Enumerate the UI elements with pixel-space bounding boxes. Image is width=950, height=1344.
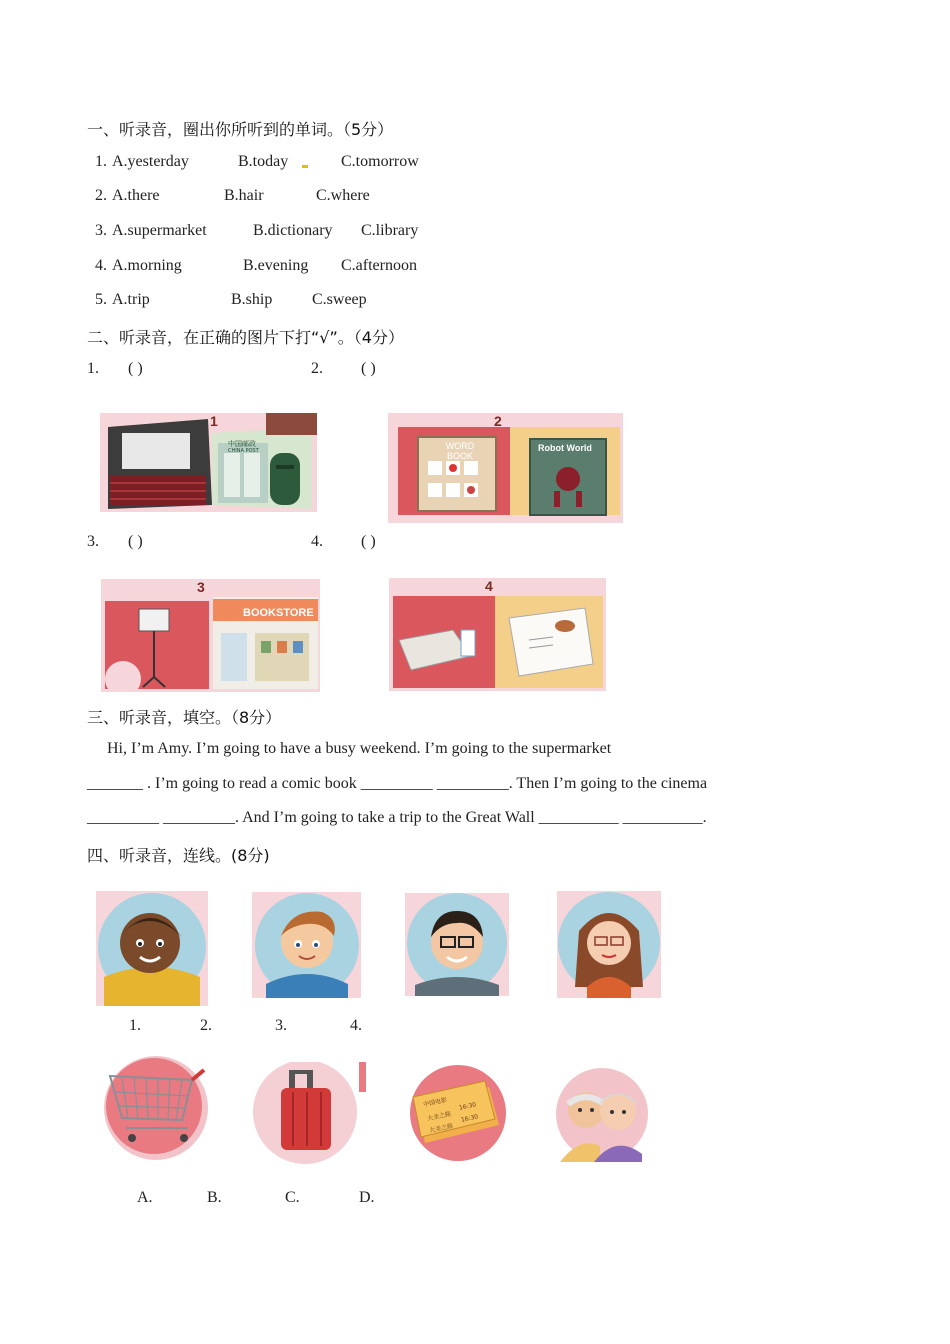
option-b: B.ship (231, 291, 273, 308)
picture-keyboard-postcard (389, 578, 606, 691)
option-c: C.library (361, 222, 419, 239)
picture-cinema-post-office (100, 413, 317, 512)
ticket-title: 中国电影 (422, 1096, 448, 1109)
boy-portrait-2 (252, 892, 361, 998)
item-number: 3. (95, 222, 107, 239)
word-book-title: WORD BOOK (445, 441, 475, 461)
passage-line-1: Hi, I’m Amy. I’m going to have a busy weekend. I’m going to the supermarket (107, 740, 612, 757)
item-number: 5. (95, 291, 107, 308)
item-number: 2. (95, 187, 107, 204)
boy-portrait-1 (96, 891, 208, 1006)
option-c: C.tomorrow (341, 153, 419, 170)
option-c: C.sweep (312, 291, 367, 308)
post-sign: 中国邮政 (228, 440, 256, 448)
picture-bus-stop-bookstore (101, 579, 320, 692)
woman-portrait (557, 891, 661, 998)
answer-parentheses[interactable]: ( ) (361, 533, 376, 550)
option-a: A.there (112, 187, 160, 204)
post-sign-en: CHINA POST (228, 448, 259, 454)
portrait-number-2: 2. (200, 1017, 212, 1034)
answer-parentheses[interactable]: ( ) (361, 360, 376, 377)
picture-number: 1 (210, 413, 218, 429)
option-b: B.today (238, 153, 289, 170)
section3-heading: 三、听录音，填空。（8分） (87, 708, 282, 727)
passage-line-3: _________ _________. And I’m going to take a trip to the Great Wall __________ __________. (87, 809, 707, 826)
movie-tickets-picture (409, 1063, 507, 1163)
suitcase-picture (247, 1062, 366, 1166)
picture-books (388, 413, 623, 523)
question-number: 1. (87, 360, 99, 377)
section2-heading: 二、听录音，在正确的图片下打“√”。（4分） (87, 328, 404, 347)
item-number: 4. (95, 257, 107, 274)
picture-number: 3 (197, 579, 205, 595)
question-number: 4. (311, 533, 323, 550)
picture-letter-b: B. (207, 1189, 222, 1206)
section4-heading: 四、听录音，连线。(8分) (87, 846, 270, 865)
picture-letter-d: D. (359, 1189, 375, 1206)
item-number: 1. (95, 153, 107, 170)
portrait-number-4: 4. (350, 1017, 362, 1034)
yellow-mark (302, 165, 308, 168)
option-a: A.trip (112, 291, 150, 308)
ticket-time: 16:30 (458, 1101, 477, 1112)
option-a: A.yesterday (112, 153, 189, 170)
picture-number: 2 (494, 413, 502, 429)
ticket-movie: 大圣之路 (426, 1110, 452, 1123)
answer-parentheses[interactable]: ( ) (128, 533, 143, 550)
question-number: 3. (87, 533, 99, 550)
ticket-movie-2: 大圣之路 (428, 1122, 454, 1135)
option-c: C.afternoon (341, 257, 417, 274)
option-b: B.dictionary (253, 222, 333, 239)
answer-parentheses[interactable]: ( ) (128, 360, 143, 377)
question-number: 2. (311, 360, 323, 377)
passage-line-2: _______ . I’m going to read a comic book _________ _________. Then I’m going to the cinema (87, 775, 708, 792)
picture-number: 4 (485, 578, 493, 594)
option-a: A.supermarket (112, 222, 207, 239)
man-portrait (405, 893, 509, 996)
option-a: A.morning (112, 257, 182, 274)
portrait-number-1: 1. (129, 1017, 141, 1034)
option-c: C.where (316, 187, 370, 204)
picture-letter-c: C. (285, 1189, 300, 1206)
picture-letter-a: A. (137, 1189, 153, 1206)
option-b: B.evening (243, 257, 309, 274)
robot-world-title: Robot World (538, 443, 592, 453)
section1-heading: 一、听录音，圈出你所听到的单词。（5分） (87, 120, 394, 139)
portrait-number-3: 3. (275, 1017, 287, 1034)
bookstore-sign: BOOKSTORE (243, 607, 314, 619)
shopping-cart-picture (96, 1056, 214, 1163)
option-b: B.hair (224, 187, 264, 204)
ticket-time-2: 16:30 (460, 1113, 479, 1124)
grandparents-picture (554, 1066, 650, 1162)
